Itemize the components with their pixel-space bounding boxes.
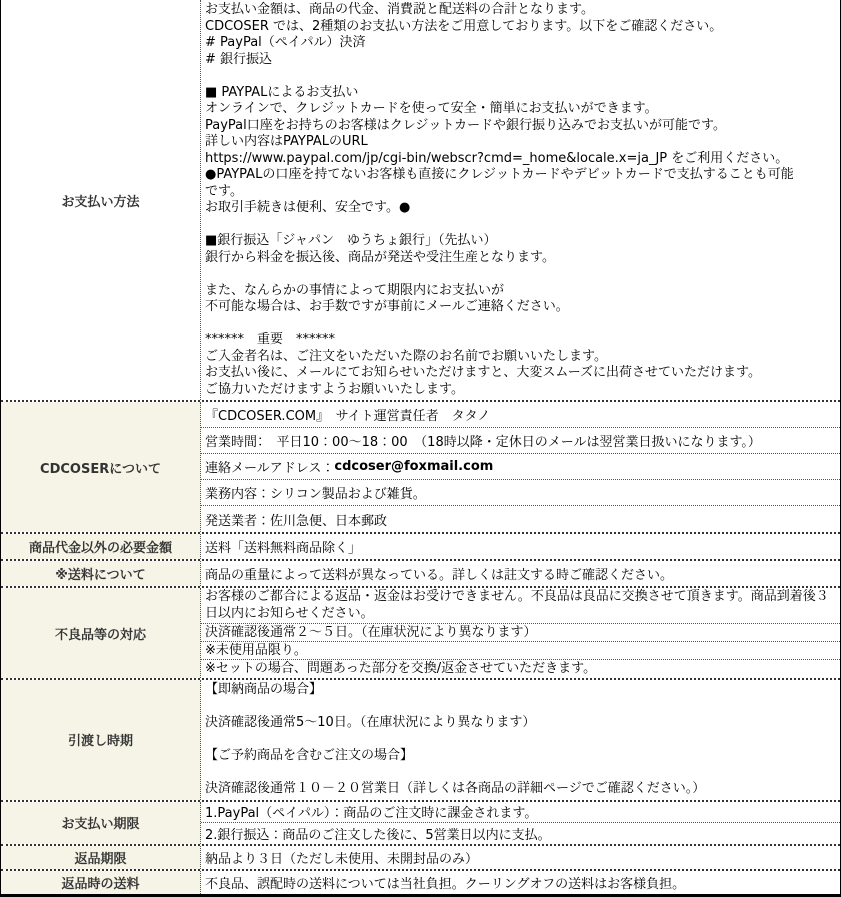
payment-line: オンラインで、クレジットカードを使って安全・簡単にお支払いができます。 <box>205 101 658 116</box>
defective-content <box>201 588 840 678</box>
defective-processing-time: 決済確認後通常２～５日。（在庫状況により異なります） <box>201 624 840 642</box>
about-contact <box>201 454 840 480</box>
delivery-line-blank <box>205 699 836 716</box>
payment-line: です。 <box>205 183 243 199</box>
defective-policy: お客様のご都合による返品・返金はお受けできません。不良品は良品に交換させて頂きます。商品到着後３日以内にお知らせください。 <box>201 588 840 624</box>
payment-paypal-url: https://www.paypal.com/jp/cgi-bin/webscr?cmd=_home&locale.x=ja_JP をご利用ください。 <box>205 150 789 166</box>
about-content <box>201 402 840 532</box>
payment-line: ●PAYPALの口座を持てないお客様も直接にクレジットカードやデビットカードで支払することも可能 <box>205 167 794 182</box>
shipping-note-text: 商品の重量によって送料が異なっている。詳しくは註文する時ご確認ください。 <box>205 568 674 583</box>
row-label-shipping-note: ※送料について <box>1 561 201 586</box>
deadline-row <box>1 800 840 844</box>
about-shipping-company: 発送業者：佐川急便、日本郵政 <box>205 513 388 529</box>
shipping-note-row <box>1 559 840 586</box>
row-label-return-shipping: 返品時の送料 <box>1 871 201 894</box>
defective-set-policy: ※セットの場合、問題あった部分を交換/返金させていただきます。 <box>205 661 597 676</box>
contact-email: cdcoser@foxmail.com <box>334 459 494 474</box>
payment-line-blank <box>205 266 836 283</box>
delivery-line: 【即納商品の場合】 <box>205 682 323 697</box>
payment-line: # PayPal（ペイパル）決済 <box>205 35 366 50</box>
payment-important-header: ****** 重要 ****** <box>205 332 336 347</box>
row-label-payment-method: お支払い方法 <box>1 0 201 400</box>
delivery-line: 【ご予約商品を含むご注文の場合】 <box>205 748 414 763</box>
payment-method-content <box>201 0 840 400</box>
row-label-return-deadline: 返品期限 <box>1 846 201 869</box>
payment-line: また、なんらかの事情によって期限内にお支払いが <box>205 282 505 298</box>
about-business-scope: 業務内容：シリコン製品および雑貨。 <box>201 480 840 506</box>
payment-line-blank <box>205 68 836 85</box>
return-deadline-row <box>1 844 840 869</box>
payment-method-row <box>1 0 840 400</box>
delivery-line: 決済確認後通常１０－２０営業日（詳しくは各商品の詳細ページでご確認ください。） <box>205 781 706 796</box>
defective-unused-only: ※未使用品限り。 <box>201 642 840 660</box>
payment-line: ご入金者名は、ご注文をいただいた際のお名前でお願いいたします。 <box>205 348 607 364</box>
return-shipping-row <box>1 869 840 894</box>
payment-line-blank <box>205 217 836 234</box>
delivery-content <box>201 680 840 800</box>
payment-line: 詳しい内容はPAYPALのURL <box>205 134 368 149</box>
deadline-content <box>201 802 840 844</box>
return-shipping-text: 不良品、誤配時の送料については当社負担。クーリングオフの送料はお客様負担。 <box>205 876 686 892</box>
row-label-defective: 不良品等の対応 <box>1 588 201 678</box>
delivery-line: 決済確認後通常5～10日。（在庫状況により異なります） <box>205 715 536 730</box>
payment-line: ご協力いただけますようお願いいたします。 <box>205 381 464 397</box>
deadline-bank: 2.銀行振込：商品のご注文した後に、5営業日以内に支払。 <box>205 827 551 843</box>
extra-fees-text: 送料「送料無料商品除く」 <box>205 541 362 556</box>
payment-line: 不可能な場合は、お手数ですが事前にメールご連絡ください。 <box>205 299 569 314</box>
row-label-extra-fees: 商品代金以外の必要金額 <box>1 534 201 559</box>
deadline-paypal: 1.PayPal（ペイパル）：商品のご注文時に課金されます。 <box>201 802 840 823</box>
payment-line: ■ PAYPALによるお支払い <box>205 84 359 100</box>
about-site-operator: 『CDCOSER.COM』 サイト運営責任者 タタノ <box>201 402 840 428</box>
payment-line: PayPal口座をお持ちのお客様はクレジットカードや銀行振り込みでお支払いが可能です。 <box>205 117 726 133</box>
payment-line: ■銀行振込「ジャパン ゆうちょ銀行」（先払い） <box>205 233 497 248</box>
payment-line: お取引手続きは便利、安全です。● <box>205 200 411 215</box>
row-label-about: CDCOSERについて <box>1 402 201 532</box>
about-row <box>1 400 840 532</box>
payment-line: CDCOSER では、2種類のお支払い方法をご用意しております。以下をご確認ください。 <box>205 18 723 34</box>
payment-line: 銀行から料金を振込後、商品が発送や受注生産となります。 <box>205 249 555 265</box>
payment-line: # 銀行振込 <box>205 51 273 67</box>
delivery-row <box>1 678 840 800</box>
contact-label: 連絡メールアドレス： <box>205 461 335 476</box>
delivery-line-blank <box>205 765 836 782</box>
row-label-deadline: お支払い期限 <box>1 802 201 844</box>
delivery-line-blank <box>205 732 836 749</box>
payment-line: お支払い後に、メールにてお知らせいただけますと、大変スムーズに出荷させていただけます。 <box>205 365 762 380</box>
payment-line: お支払い金額は、商品の代金、消費説と配送料の合計となります。 <box>205 2 594 17</box>
payment-line-blank <box>205 316 836 333</box>
row-label-delivery: 引渡し時期 <box>1 680 201 800</box>
about-business-hours: 営業時間： 平日10：00～18：00 （18時以降・定休日のメールは翌営業日扱いになります。） <box>201 428 840 454</box>
defective-row <box>1 586 840 678</box>
return-deadline-text: 納品より３日（ただし未使用、未開封品のみ） <box>205 851 479 867</box>
extra-fees-row <box>1 532 840 559</box>
